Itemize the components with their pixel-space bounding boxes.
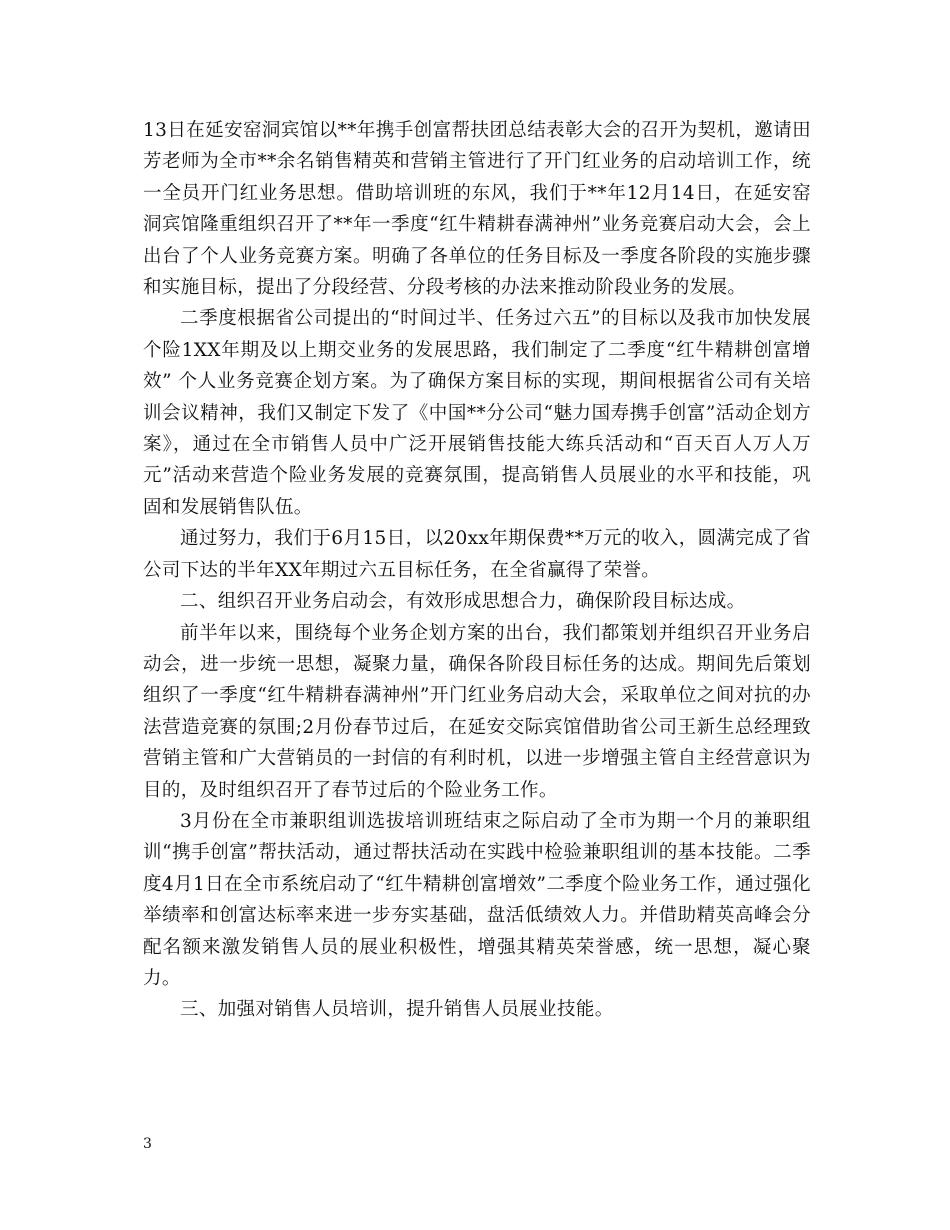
document-body	[143, 115, 811, 1026]
paragraph-1: 13日在延安窑洞宾馆以**年携手创富帮扶团总结表彰大会的召开为契机，邀请田芳老师为全市**余名销售精英和营销主管进行了开门红业务的启动培训工作，统一全员开门红业务思想。借助培训班的东风，我们于**年12月14日，在延安窑洞宾馆隆重组织召开了**年一季度“红牛精耕春满神州”业务竞赛启动大会，会上出台了个人业务竞赛方案。明确了各单位的任务目标及一季度各阶段的实施步骤和实施目标，提出了分段经营、分段考核的办法来推动阶段业务的发展。	[143, 120, 811, 299]
paragraph-3: 通过努力，我们于6月15日，以20xx年期保费**万元的收入，圆满完成了省公司下达的半年XX年期过六五目标任务，在全省赢得了荣誉。	[143, 528, 811, 581]
page-number: 3	[143, 1136, 152, 1152]
section-heading-3: 三、加强对销售人员培训，提升销售人员展业技能。	[180, 999, 614, 1021]
paragraph-4: 前半年以来，围绕每个业务企划方案的出台，我们都策划并组织召开业务启动会，进一步统一思想，凝聚力量，确保各阶段目标任务的达成。期间先后策划组织了一季度“红牛精耕春满神州”开门红业务启动大会，采取单位之间对抗的办法营造竞赛的氛围;2月份春节过后，在延安交际宾馆借助省公司王新生总经理致营销主管和广大营销员的一封信的有利时机，以进一步增强主管自主经营意识为目的，及时组织召开了春节过后的个险业务工作。	[143, 622, 811, 801]
paragraph-5: 3月份在全市兼职组训选拔培训班结束之际启动了全市为期一个月的兼职组训“携手创富”帮扶活动，通过帮扶活动在实践中检验兼职组训的基本技能。二季度4月1日在全市系统启动了“红牛精耕创富增效”二季度个险业务工作，通过强化举绩率和创富达标率来进一步夯实基础，盘活低绩效人力。并借助精英高峰会分配名额来激发销售人员的展业积极性，增强其精英荣誉感，统一思想，凝心聚力。	[143, 810, 811, 989]
paragraph-2: 二季度根据省公司提出的“时间过半、任务过六五”的目标以及我市加快发展个险1XX年期及以上期交业务的发展思路，我们制定了二季度“红牛精耕创富增效” 个人业务竞赛企划方案。为了确保方案目标的实现，期间根据省公司有关培训会议精神，我们又制定下发了《中国**分公司“魅力国寿携手创富”活动企划方案》，通过在全市销售人员中广泛开展销售技能大练兵活动和“百天百人万人万元”活动来营造个险业务发展的竞赛氛围，提高销售人员展业的水平和技能，巩固和发展销售队伍。	[143, 308, 811, 518]
section-heading-2: 二、组织召开业务启动会，有效形成思想合力，确保阶段目标达成。	[180, 591, 746, 613]
